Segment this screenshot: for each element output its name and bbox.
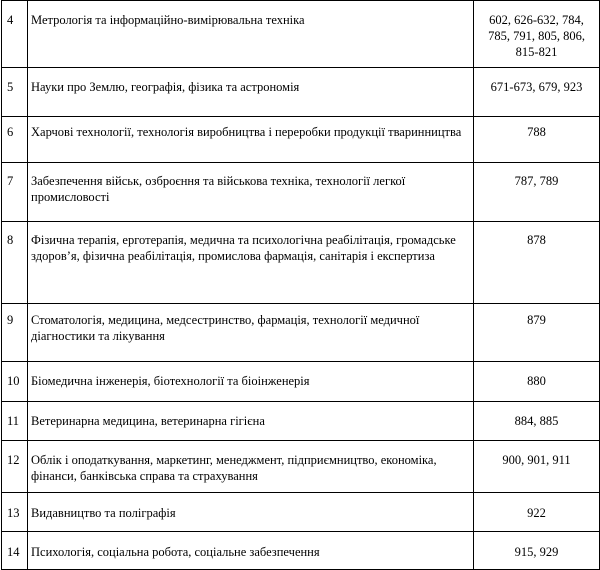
specialty-name: Облік і оподаткування, маркетинг, менеджмент, підприємництво, економіка, фінанси, банківська справа та страхування — [28, 441, 474, 493]
table-row — [2, 222, 600, 304]
specialty-name: Харчові технології, технологія виробництва і переробки продукції тваринництва — [28, 117, 474, 163]
specialty-codes: 900, 901, 911 — [474, 441, 600, 493]
specialty-name: Фізична терапія, ерготерапія, медична та психологічна реабілітація, громадське здоров’я, фізична реабілітація, промислова фармація, санітарія і експертиза — [28, 222, 474, 304]
specialty-codes: 671-673, 679, 923 — [474, 68, 600, 117]
table-row — [2, 441, 600, 493]
specialty-codes: 880 — [474, 362, 600, 402]
row-number: 13 — [2, 493, 28, 532]
specialties-table — [1, 0, 600, 570]
specialty-codes: 788 — [474, 117, 600, 163]
table-row — [2, 163, 600, 222]
row-number: 9 — [2, 304, 28, 362]
specialty-codes: 922 — [474, 493, 600, 532]
table-row — [2, 532, 600, 570]
specialty-codes: 915, 929 — [474, 532, 600, 570]
table-row — [2, 68, 600, 117]
row-number: 4 — [2, 1, 28, 68]
table-row — [2, 362, 600, 402]
row-number: 11 — [2, 402, 28, 441]
specialty-name: Науки про Землю, географія, фізика та астрономія — [28, 68, 474, 117]
specialty-codes: 878 — [474, 222, 600, 304]
specialty-codes: 602, 626-632, 784, 785, 791, 805, 806, 815-821 — [474, 1, 600, 68]
table-row — [2, 117, 600, 163]
row-number: 6 — [2, 117, 28, 163]
row-number: 12 — [2, 441, 28, 493]
specialty-codes: 787, 789 — [474, 163, 600, 222]
specialty-codes: 884, 885 — [474, 402, 600, 441]
specialty-name: Видавництво та поліграфія — [28, 493, 474, 532]
specialty-codes: 879 — [474, 304, 600, 362]
table-row — [2, 1, 600, 68]
specialty-name: Психологія, соціальна робота, соціальне забезпечення — [28, 532, 474, 570]
row-number: 10 — [2, 362, 28, 402]
specialty-name: Стоматологія, медицина, медсестринство, фармація, технології медичної діагностики та лікування — [28, 304, 474, 362]
specialty-name: Біомедична інженерія, біотехнології та біоінженерія — [28, 362, 474, 402]
specialty-name: Ветеринарна медицина, ветеринарна гігієна — [28, 402, 474, 441]
specialty-name: Метрологія та інформаційно-вимірювальна техніка — [28, 1, 474, 68]
row-number: 7 — [2, 163, 28, 222]
table-row — [2, 402, 600, 441]
row-number: 14 — [2, 532, 28, 570]
table-row — [2, 304, 600, 362]
specialty-name: Забезпечення військ, озброєння та військова техніка, технології легкої промисловості — [28, 163, 474, 222]
row-number: 5 — [2, 68, 28, 117]
table-row — [2, 493, 600, 532]
row-number: 8 — [2, 222, 28, 304]
